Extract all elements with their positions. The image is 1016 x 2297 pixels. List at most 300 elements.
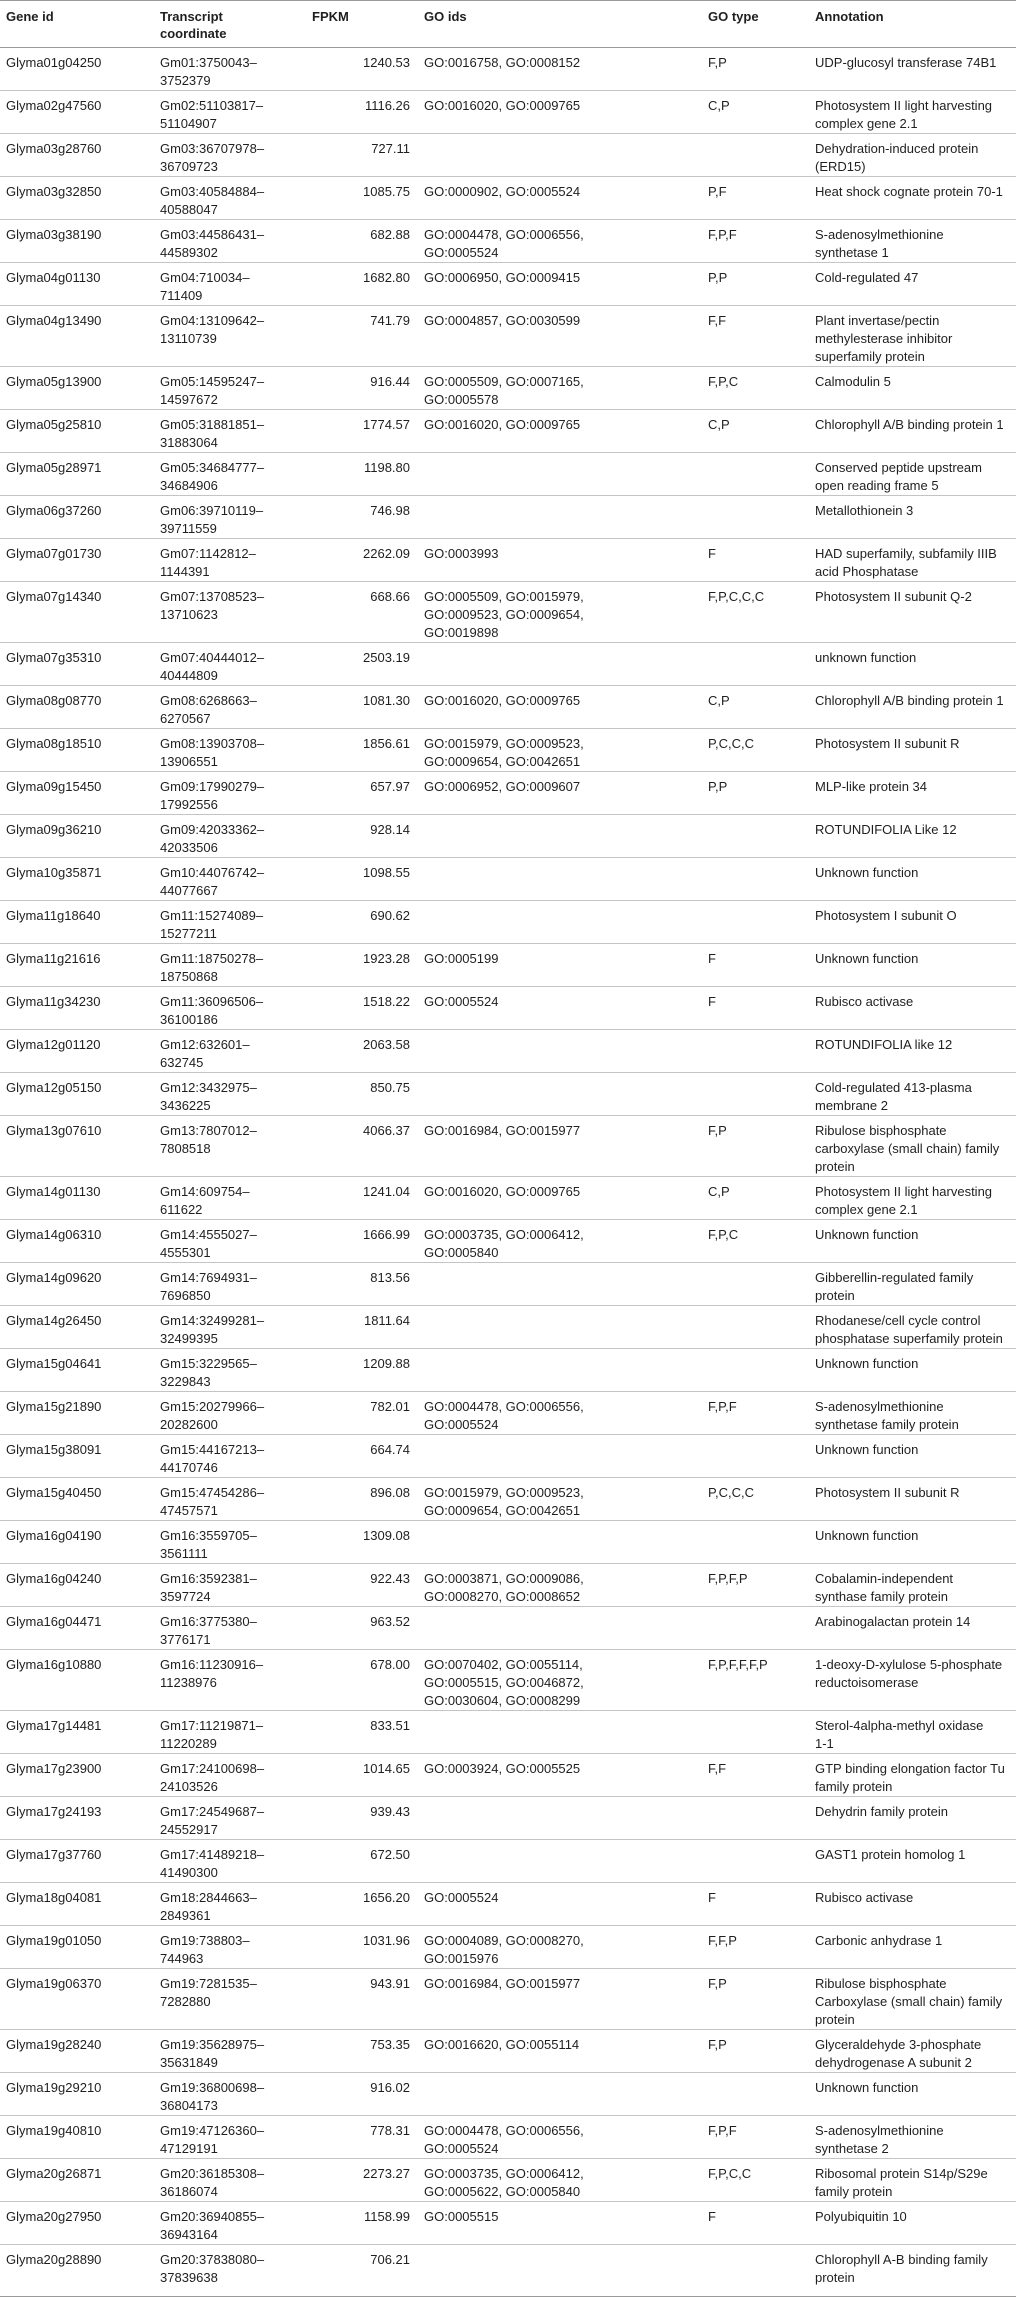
go-ids-cell: GO:0003924, GO:0005525 — [424, 1761, 581, 1776]
gene-id-cell: Glyma05g25810 — [6, 417, 102, 432]
go-type-cell: F — [708, 1890, 716, 1905]
annotation-cell: Cobalamin-independent synthase family protein — [815, 1571, 954, 1604]
transcript-coordinate-cell: Gm04:13109642– 13110739 — [160, 313, 265, 346]
gene-id-cell: Glyma18g04081 — [6, 1890, 102, 1905]
go-type-cell: F,P — [708, 1976, 727, 1991]
annotation-cell: HAD superfamily, subfamily IIIB acid Phosphatase — [815, 546, 997, 579]
fpkm-cell: 657.97 — [370, 779, 410, 794]
fpkm-cell: 1116.26 — [364, 98, 410, 113]
annotation-cell: Unknown function — [815, 865, 919, 880]
annotation-cell: Ribulose bisphosphate carboxylase (small chain) family protein — [815, 1123, 1000, 1174]
transcript-coordinate-cell: Gm13:7807012– 7808518 — [160, 1123, 257, 1156]
annotation-cell: Rubisco activase — [815, 994, 914, 1009]
go-type-cell — [702, 1030, 809, 1073]
annotation-cell: Photosystem II subunit R — [815, 1485, 960, 1500]
fpkm-cell: 4066.37 — [363, 1123, 410, 1138]
go-type-cell: F,F — [708, 313, 727, 328]
table-row — [0, 2030, 1016, 2073]
gene-id-cell: Glyma19g01050 — [6, 1933, 102, 1948]
go-ids-cell — [418, 1263, 702, 1306]
transcript-coordinate-cell: Gm15:44167213– 44170746 — [160, 1442, 265, 1475]
table-row — [0, 686, 1016, 729]
table-row — [0, 48, 1016, 91]
go-ids-cell: GO:0004089, GO:0008270, GO:0015976 — [424, 1933, 584, 1966]
gene-id-cell: Glyma13g07610 — [6, 1123, 102, 1138]
go-type-cell — [702, 643, 809, 686]
gene-id-cell: Glyma19g06370 — [6, 1976, 102, 1991]
annotation-cell: Metallothionein 3 — [815, 503, 914, 518]
fpkm-cell: 1014.65 — [363, 1761, 410, 1776]
annotation-cell: Carbonic anhydrase 1 — [815, 1933, 943, 1948]
annotation-cell: S-adenosylmethionine synthetase 2 — [815, 2123, 944, 2156]
go-type-cell — [702, 1711, 809, 1754]
go-type-cell — [702, 453, 809, 496]
transcript-coordinate-cell: Gm14:32499281– 32499395 — [160, 1313, 265, 1346]
fpkm-cell: 2262.09 — [363, 546, 410, 561]
annotation-cell: Heat shock cognate protein 70-1 — [815, 184, 1003, 199]
go-type-cell: P,C,C,C — [708, 1485, 754, 1500]
annotation-cell: ROTUNDIFOLIA Like 12 — [815, 822, 957, 837]
go-ids-cell: GO:0015979, GO:0009523, GO:0009654, GO:0042651 — [424, 736, 584, 769]
table-row — [0, 1435, 1016, 1478]
transcript-coordinate-cell: Gm15:20279966– 20282600 — [160, 1399, 265, 1432]
transcript-coordinate-cell: Gm03:40584884– 40588047 — [160, 184, 265, 217]
fpkm-cell: 664.74 — [370, 1442, 410, 1457]
transcript-coordinate-cell: Gm07:13708523– 13710623 — [160, 589, 265, 622]
go-type-cell: F,P,C — [708, 1227, 739, 1242]
go-ids-cell: GO:0004857, GO:0030599 — [424, 313, 581, 328]
go-ids-cell — [418, 1711, 702, 1754]
transcript-coordinate-cell: Gm17:11219871– 11220289 — [160, 1718, 264, 1751]
annotation-cell: UDP-glucosyl transferase 74B1 — [815, 55, 997, 70]
go-type-cell — [702, 1521, 809, 1564]
go-type-cell: C,P — [708, 417, 730, 432]
table-row — [0, 1220, 1016, 1263]
table-row — [0, 410, 1016, 453]
gene-id-cell: Glyma12g05150 — [6, 1080, 102, 1095]
go-ids-cell: GO:0016620, GO:0055114 — [424, 2037, 580, 2052]
table-row — [0, 815, 1016, 858]
transcript-coordinate-cell: Gm19:47126360– 47129191 — [160, 2123, 265, 2156]
go-type-cell — [702, 496, 809, 539]
go-ids-cell — [418, 134, 702, 177]
annotation-cell: Ribulose bisphosphate Carboxylase (small chain) family protein — [815, 1976, 1003, 2027]
go-type-cell: C,P — [708, 1184, 730, 1199]
table-row — [0, 1116, 1016, 1177]
gene-id-cell: Glyma15g04641 — [6, 1356, 102, 1371]
transcript-coordinate-cell: Gm12:632601– 632745 — [160, 1037, 250, 1070]
go-ids-cell: GO:0005524 — [424, 1890, 499, 1905]
annotation-cell: Photosystem II light harvesting complex gene 2.1 — [815, 98, 993, 131]
annotation-cell: unknown function — [815, 650, 917, 665]
gene-id-cell: Glyma11g34230 — [6, 994, 101, 1009]
go-type-cell — [702, 1263, 809, 1306]
fpkm-cell: 1774.57 — [363, 417, 410, 432]
go-ids-cell — [418, 1521, 702, 1564]
transcript-coordinate-cell: Gm04:710034– 711409 — [160, 270, 250, 303]
go-ids-cell: GO:0000902, GO:0005524 — [424, 184, 581, 199]
go-type-cell — [702, 1797, 809, 1840]
gene-id-cell: Glyma10g35871 — [6, 865, 102, 880]
header-go-type: GO type — [708, 9, 759, 24]
go-ids-cell — [418, 1306, 702, 1349]
table-row — [0, 1797, 1016, 1840]
go-ids-cell: GO:0004478, GO:0006556, GO:0005524 — [424, 227, 584, 260]
go-type-cell — [702, 1073, 809, 1116]
annotation-cell: GAST1 protein homolog 1 — [815, 1847, 966, 1862]
gene-id-cell: Glyma04g01130 — [6, 270, 101, 285]
table-row — [0, 1306, 1016, 1349]
fpkm-cell: 2273.27 — [363, 2166, 410, 2181]
go-ids-cell: GO:0016758, GO:0008152 — [424, 55, 581, 70]
fpkm-cell: 668.66 — [370, 589, 410, 604]
go-type-cell: F,P,C — [708, 374, 739, 389]
transcript-coordinate-cell: Gm14:7694931– 7696850 — [160, 1270, 257, 1303]
header-annotation: Annotation — [815, 9, 884, 24]
table-row — [0, 177, 1016, 220]
go-type-cell: F,P,C,C — [708, 2166, 752, 2181]
go-type-cell — [702, 901, 809, 944]
transcript-coordinate-cell: Gm06:39710119– 39711559 — [160, 503, 264, 536]
go-type-cell: F,P — [708, 1123, 727, 1138]
go-type-cell: F — [708, 546, 716, 561]
go-type-cell: C,P — [708, 98, 730, 113]
header-gene-id: Gene id — [6, 9, 54, 24]
transcript-coordinate-cell: Gm02:51103817– 51104907 — [160, 98, 264, 131]
annotation-cell: Sterol-4alpha-methyl oxidase 1-1 — [815, 1718, 984, 1751]
annotation-cell: Photosystem II light harvesting complex gene 2.1 — [815, 1184, 993, 1217]
annotation-cell: Glyceraldehyde 3-phosphate dehydrogenase A subunit 2 — [815, 2037, 982, 2070]
go-ids-cell: GO:0005509, GO:0015979, GO:0009523, GO:0009654, GO:0019898 — [424, 589, 584, 640]
table-row — [0, 1177, 1016, 1220]
table-row — [0, 1392, 1016, 1435]
table-row — [0, 1349, 1016, 1392]
table-row — [0, 643, 1016, 686]
annotation-cell: Cold-regulated 413-plasma membrane 2 — [815, 1080, 972, 1113]
transcript-coordinate-cell: Gm14:609754– 611622 — [160, 1184, 250, 1217]
fpkm-cell: 963.52 — [370, 1614, 410, 1629]
fpkm-cell: 1656.20 — [363, 1890, 410, 1905]
annotation-cell: Chlorophyll A/B binding protein 1 — [815, 417, 1004, 432]
transcript-coordinate-cell: Gm16:11230916– 11238976 — [160, 1657, 264, 1690]
transcript-coordinate-cell: Gm20:37838080– 37839638 — [160, 2252, 265, 2285]
table-row — [0, 1840, 1016, 1883]
table-row — [0, 91, 1016, 134]
table-row — [0, 263, 1016, 306]
go-type-cell — [702, 2245, 809, 2297]
go-ids-cell — [418, 496, 702, 539]
go-type-cell: P,P — [708, 270, 728, 285]
gene-id-cell: Glyma14g06310 — [6, 1227, 102, 1242]
transcript-coordinate-cell: Gm19:7281535– 7282880 — [160, 1976, 257, 2009]
go-ids-cell — [418, 1349, 702, 1392]
gene-id-cell: Glyma16g04471 — [6, 1614, 102, 1629]
go-type-cell: C,P — [708, 693, 730, 708]
fpkm-cell: 2063.58 — [363, 1037, 410, 1052]
go-type-cell: P,P — [708, 779, 728, 794]
fpkm-cell: 1309.08 — [363, 1528, 410, 1543]
gene-id-cell: Glyma11g21616 — [6, 951, 101, 966]
table-row — [0, 858, 1016, 901]
header-fpkm: FPKM — [312, 9, 349, 24]
go-type-cell — [702, 858, 809, 901]
transcript-coordinate-cell: Gm20:36185308– 36186074 — [160, 2166, 265, 2199]
gene-id-cell: Glyma03g38190 — [6, 227, 102, 242]
go-ids-cell: GO:0003735, GO:0006412, GO:0005840 — [424, 1227, 584, 1260]
go-type-cell: F,P — [708, 2037, 727, 2052]
annotation-cell: Dehydration-induced protein (ERD15) — [815, 141, 979, 174]
go-type-cell: F,P,F,P — [708, 1571, 748, 1586]
annotation-cell: Photosystem I subunit O — [815, 908, 957, 923]
fpkm-cell: 813.56 — [370, 1270, 410, 1285]
transcript-coordinate-cell: Gm15:3229565– 3229843 — [160, 1356, 257, 1389]
gene-id-cell: Glyma07g14340 — [6, 589, 102, 604]
gene-id-cell: Glyma19g40810 — [6, 2123, 102, 2138]
fpkm-cell: 928.14 — [370, 822, 410, 837]
annotation-cell: Calmodulin 5 — [815, 374, 891, 389]
go-ids-cell — [418, 643, 702, 686]
go-ids-cell — [418, 2073, 702, 2116]
go-type-cell: F,P,F — [708, 2123, 737, 2138]
fpkm-cell: 741.79 — [370, 313, 410, 328]
transcript-coordinate-cell: Gm16:3559705– 3561111 — [160, 1528, 257, 1561]
gene-id-cell: Glyma11g18640 — [6, 908, 101, 923]
table-row — [0, 1926, 1016, 1969]
go-ids-cell: GO:0005199 — [424, 951, 499, 966]
transcript-coordinate-cell: Gm07:40444012– 40444809 — [160, 650, 265, 683]
table-row — [0, 2159, 1016, 2202]
fpkm-cell: 833.51 — [370, 1718, 410, 1733]
transcript-coordinate-cell: Gm16:3592381– 3597724 — [160, 1571, 257, 1604]
annotation-cell: Cold-regulated 47 — [815, 270, 919, 285]
fpkm-cell: 778.31 — [370, 2123, 410, 2138]
annotation-cell: Rubisco activase — [815, 1890, 914, 1905]
annotation-cell: Unknown function — [815, 2080, 919, 2095]
fpkm-cell: 1158.99 — [363, 2209, 410, 2224]
go-ids-cell — [418, 815, 702, 858]
go-type-cell: F,F — [708, 1761, 727, 1776]
gene-id-cell: Glyma07g35310 — [6, 650, 102, 665]
go-ids-cell — [418, 1607, 702, 1650]
gene-id-cell: Glyma09g36210 — [6, 822, 102, 837]
transcript-coordinate-cell: Gm08:6268663– 6270567 — [160, 693, 257, 726]
go-type-cell: F — [708, 994, 716, 1009]
go-type-cell — [702, 1435, 809, 1478]
transcript-coordinate-cell: Gm07:1142812– 1144391 — [160, 546, 256, 579]
go-ids-cell: GO:0005524 — [424, 994, 499, 1009]
fpkm-cell: 672.50 — [370, 1847, 410, 1862]
annotation-cell: S-adenosylmethionine synthetase family protein — [815, 1399, 959, 1432]
header-transcript-coordinate: Transcript coordinate — [160, 9, 227, 41]
go-ids-cell — [418, 1435, 702, 1478]
go-type-cell: P,C,C,C — [708, 736, 754, 751]
go-ids-cell: GO:0003735, GO:0006412, GO:0005622, GO:0005840 — [424, 2166, 584, 2199]
fpkm-cell: 1856.61 — [363, 736, 410, 751]
fpkm-cell: 1198.80 — [363, 460, 410, 475]
transcript-coordinate-cell: Gm16:3775380– 3776171 — [160, 1614, 257, 1647]
transcript-coordinate-cell: Gm05:31881851– 31883064 — [160, 417, 265, 450]
go-ids-cell: GO:0005515 — [424, 2209, 499, 2224]
transcript-coordinate-cell: Gm15:47454286– 47457571 — [160, 1485, 265, 1518]
gene-id-cell: Glyma20g27950 — [6, 2209, 102, 2224]
fpkm-cell: 943.91 — [370, 1976, 410, 1991]
go-type-cell — [702, 1840, 809, 1883]
transcript-coordinate-cell: Gm17:24100698– 24103526 — [160, 1761, 265, 1794]
fpkm-cell: 1098.55 — [363, 865, 410, 880]
go-ids-cell: GO:0003871, GO:0009086, GO:0008270, GO:0008652 — [424, 1571, 584, 1604]
go-type-cell — [702, 1306, 809, 1349]
transcript-coordinate-cell: Gm05:34684777– 34684906 — [160, 460, 265, 493]
fpkm-cell: 678.00 — [370, 1657, 410, 1672]
gene-id-cell: Glyma15g21890 — [6, 1399, 102, 1414]
transcript-coordinate-cell: Gm03:36707978– 36709723 — [160, 141, 265, 174]
annotation-cell: Unknown function — [815, 1528, 919, 1543]
gene-id-cell: Glyma20g28890 — [6, 2252, 102, 2267]
go-ids-cell — [418, 901, 702, 944]
table-row — [0, 1030, 1016, 1073]
go-ids-cell: GO:0016020, GO:0009765 — [424, 1184, 581, 1199]
gene-id-cell: Glyma19g28240 — [6, 2037, 102, 2052]
gene-id-cell: Glyma03g32850 — [6, 184, 102, 199]
gene-id-cell: Glyma16g04190 — [6, 1528, 102, 1543]
go-type-cell: F,P — [708, 55, 727, 70]
table-row — [0, 220, 1016, 263]
fpkm-cell: 1081.30 — [363, 693, 410, 708]
gene-id-cell: Glyma02g47560 — [6, 98, 102, 113]
transcript-coordinate-cell: Gm11:36096506– 36100186 — [160, 994, 264, 1027]
gene-id-cell: Glyma17g24193 — [6, 1804, 102, 1819]
fpkm-cell: 690.62 — [370, 908, 410, 923]
fpkm-cell: 1518.22 — [363, 994, 410, 1009]
gene-id-cell: Glyma07g01730 — [6, 546, 102, 561]
table-row — [0, 1754, 1016, 1797]
header-row — [0, 1, 1016, 48]
table-row — [0, 367, 1016, 410]
fpkm-cell: 1031.96 — [363, 1933, 410, 1948]
annotation-cell: Rhodanese/cell cycle control phosphatase superfamily protein — [815, 1313, 1003, 1346]
go-type-cell: F,P,C,C,C — [708, 589, 765, 604]
fpkm-cell: 706.21 — [370, 2252, 410, 2267]
annotation-cell: Photosystem II subunit Q-2 — [815, 589, 972, 604]
go-type-cell: F,F,P — [708, 1933, 737, 1948]
transcript-coordinate-cell: Gm18:2844663– 2849361 — [160, 1890, 257, 1923]
transcript-coordinate-cell: Gm09:17990279– 17992556 — [160, 779, 265, 812]
gene-id-cell: Glyma08g18510 — [6, 736, 102, 751]
table-row — [0, 772, 1016, 815]
transcript-coordinate-cell: Gm05:14595247– 14597672 — [160, 374, 265, 407]
go-ids-cell: GO:0070402, GO:0055114, GO:0005515, GO:0046872, GO:0030604, GO:0008299 — [424, 1657, 584, 1708]
transcript-coordinate-cell: Gm11:18750278– 18750868 — [160, 951, 264, 984]
gene-id-cell: Glyma01g04250 — [6, 55, 102, 70]
fpkm-cell: 1682.80 — [363, 270, 410, 285]
go-type-cell: F,P,F,F,F,P — [708, 1657, 768, 1672]
fpkm-cell: 939.43 — [370, 1804, 410, 1819]
annotation-cell: Unknown function — [815, 1442, 919, 1457]
go-ids-cell — [418, 858, 702, 901]
gene-id-cell: Glyma17g23900 — [6, 1761, 102, 1776]
gene-id-cell: Glyma14g26450 — [6, 1313, 102, 1328]
gene-id-cell: Glyma19g29210 — [6, 2080, 102, 2095]
fpkm-cell: 753.35 — [370, 2037, 410, 2052]
transcript-coordinate-cell: Gm17:41489218– 41490300 — [160, 1847, 265, 1880]
annotation-cell: Chlorophyll A/B binding protein 1 — [815, 693, 1004, 708]
fpkm-cell: 916.02 — [370, 2080, 410, 2095]
table-row — [0, 1263, 1016, 1306]
transcript-coordinate-cell: Gm19:35628975– 35631849 — [160, 2037, 265, 2070]
gene-id-cell: Glyma03g28760 — [6, 141, 102, 156]
table-row — [0, 1607, 1016, 1650]
go-type-cell — [702, 815, 809, 858]
transcript-coordinate-cell: Gm19:36800698– 36804173 — [160, 2080, 265, 2113]
header-go-ids: GO ids — [424, 9, 467, 24]
go-ids-cell: GO:0016020, GO:0009765 — [424, 98, 581, 113]
go-type-cell — [702, 1607, 809, 1650]
transcript-coordinate-cell: Gm14:4555027– 4555301 — [160, 1227, 257, 1260]
annotation-cell: ROTUNDIFOLIA like 12 — [815, 1037, 953, 1052]
table-row — [0, 729, 1016, 772]
fpkm-cell: 896.08 — [370, 1485, 410, 1500]
table-row — [0, 1073, 1016, 1116]
fpkm-cell: 916.44 — [370, 374, 410, 389]
table-row — [0, 1564, 1016, 1607]
transcript-coordinate-cell: Gm09:42033362– 42033506 — [160, 822, 265, 855]
go-type-cell: F,P,F — [708, 227, 737, 242]
gene-id-cell: Glyma09g15450 — [6, 779, 102, 794]
gene-id-cell: Glyma16g10880 — [6, 1657, 102, 1672]
table-row — [0, 987, 1016, 1030]
annotation-cell: Dehydrin family protein — [815, 1804, 948, 1819]
annotation-cell: 1-deoxy-D-xylulose 5-phosphate reductoisomerase — [815, 1657, 1003, 1690]
fpkm-cell: 1923.28 — [363, 951, 410, 966]
fpkm-cell: 2503.19 — [363, 650, 410, 665]
annotation-cell: Unknown function — [815, 1227, 919, 1242]
fpkm-cell: 1241.04 — [363, 1184, 410, 1199]
table-row — [0, 539, 1016, 582]
go-type-cell: F — [708, 951, 716, 966]
annotation-cell: Chlorophyll A-B binding family protein — [815, 2252, 988, 2285]
transcript-coordinate-cell: Gm11:15274089– 15277211 — [160, 908, 264, 941]
go-ids-cell — [418, 2245, 702, 2297]
table-header — [0, 1, 1016, 48]
annotation-cell: Gibberellin-regulated family protein — [815, 1270, 974, 1303]
go-type-cell — [702, 2073, 809, 2116]
table-row — [0, 1650, 1016, 1711]
table-row — [0, 2116, 1016, 2159]
go-ids-cell: GO:0006952, GO:0009607 — [424, 779, 581, 794]
go-ids-cell — [418, 1797, 702, 1840]
transcript-coordinate-cell: Gm17:24549687– 24552917 — [160, 1804, 265, 1837]
fpkm-cell: 727.11 — [371, 141, 410, 156]
gene-id-cell: Glyma06g37260 — [6, 503, 102, 518]
fpkm-cell: 1209.88 — [363, 1356, 410, 1371]
gene-id-cell: Glyma15g40450 — [6, 1485, 102, 1500]
annotation-cell: S-adenosylmethionine synthetase 1 — [815, 227, 944, 260]
annotation-cell: Ribosomal protein S14p/S29e family protein — [815, 2166, 988, 2199]
annotation-cell: Photosystem II subunit R — [815, 736, 960, 751]
go-type-cell — [702, 1349, 809, 1392]
go-ids-cell: GO:0015979, GO:0009523, GO:0009654, GO:0042651 — [424, 1485, 584, 1518]
gene-id-cell: Glyma17g37760 — [6, 1847, 102, 1862]
table-body — [0, 48, 1016, 2297]
transcript-coordinate-cell: Gm12:3432975– 3436225 — [160, 1080, 257, 1113]
go-ids-cell: GO:0016984, GO:0015977 — [424, 1976, 581, 1991]
table-row — [0, 1883, 1016, 1926]
table-row — [0, 1478, 1016, 1521]
gene-id-cell: Glyma14g01130 — [6, 1184, 101, 1199]
table-row — [0, 582, 1016, 643]
go-ids-cell — [418, 453, 702, 496]
gene-id-cell: Glyma04g13490 — [6, 313, 102, 328]
